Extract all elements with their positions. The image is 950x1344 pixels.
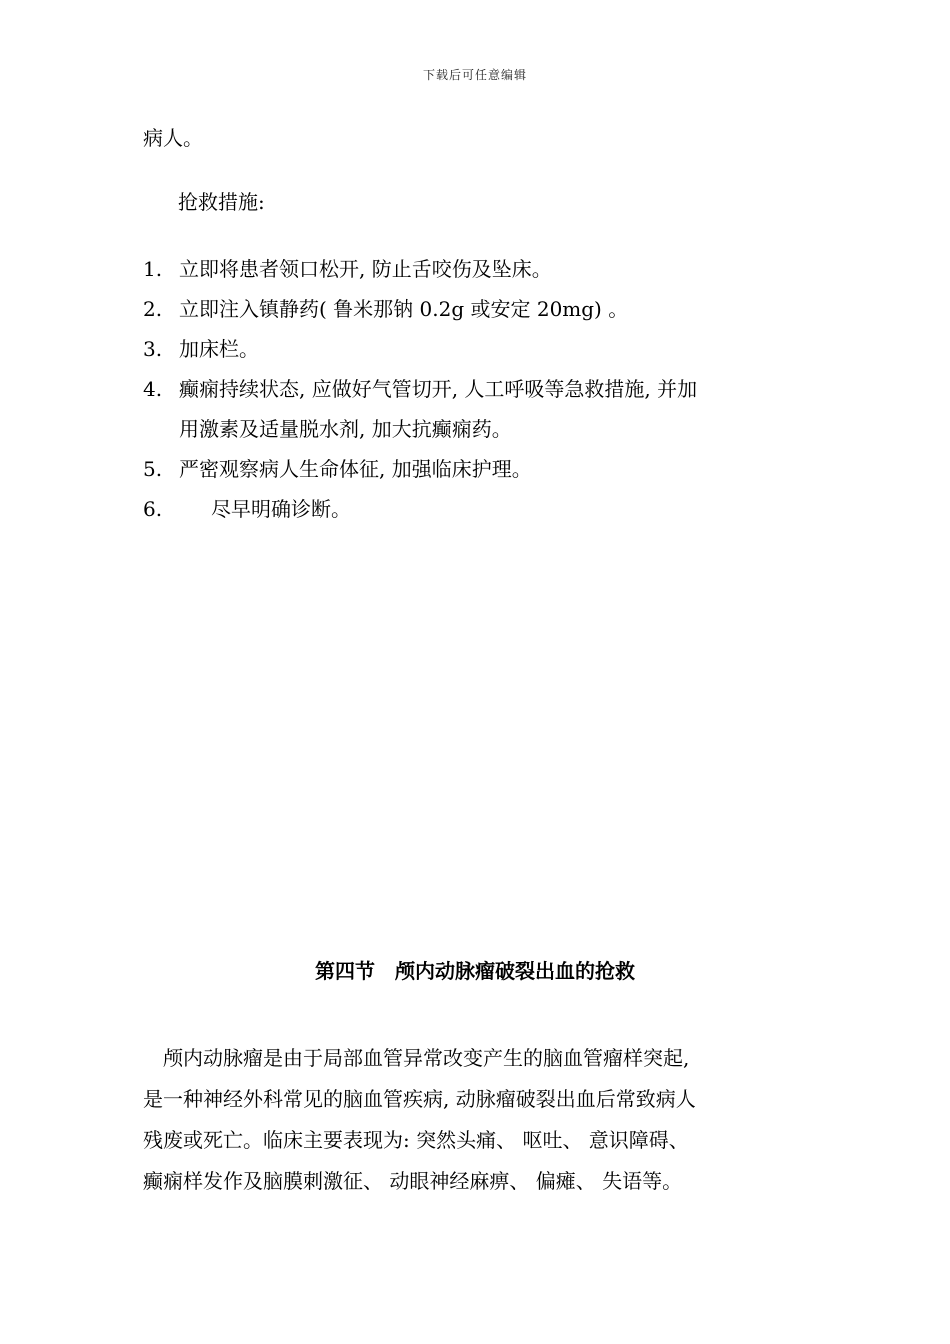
list-item-number: 5.: [143, 457, 163, 481]
list-item-continuation: 用激素及适量脱水剂, 加大抗癫痫药。: [179, 417, 512, 441]
list-item-text: 严密观察病人生命体征, 加强临床护理。: [179, 457, 532, 481]
list-item: [143, 295, 628, 323]
list-item-number: 3.: [143, 337, 163, 361]
list-item-number: 2.: [143, 297, 163, 321]
list-item: [143, 335, 259, 363]
paragraph-line: 残废或死亡。临床主要表现为: 突然头痛、 呕吐、 意识障碍、: [143, 1128, 689, 1152]
section-title: 第四节 颅内动脉瘤破裂出血的抢救: [315, 959, 635, 983]
list-item-text: 癫痫持续状态, 应做好气管切开, 人工呼吸等急救措施, 并加: [179, 377, 698, 401]
list-item-text: 尽早明确诊断。: [211, 497, 351, 521]
list-item-text: 立即注入镇静药( 鲁米那钠 0.2g 或安定 20mg) 。: [179, 297, 629, 321]
list-item-number: 1.: [143, 257, 163, 281]
list-item-text: 立即将患者领口松开, 防止舌咬伤及坠床。: [179, 257, 552, 281]
paragraph-line: 是一种神经外科常见的脑血管疾病, 动脉瘤破裂出血后常致病人: [143, 1087, 696, 1111]
list-item-text: 加床栏。: [179, 337, 259, 361]
list-item: [143, 375, 697, 403]
list-item: [143, 255, 552, 283]
page-header-watermark: 下载后可任意编辑: [422, 68, 527, 82]
continuation-text: 病人。: [143, 126, 203, 150]
paragraph-line: 癫痫样发作及脑膜刺激征、 动眼神经麻痹、 偏瘫、 失语等。: [143, 1169, 683, 1193]
paragraph-line: 颅内动脉瘤是由于局部血管异常改变产生的脑血管瘤样突起,: [143, 1046, 690, 1070]
list-item-number: 4.: [143, 377, 163, 401]
list-item-number: 6.: [143, 497, 163, 521]
rescue-measures-label: 抢救措施:: [178, 190, 265, 214]
list-item: [143, 495, 351, 523]
list-item: [143, 455, 532, 483]
